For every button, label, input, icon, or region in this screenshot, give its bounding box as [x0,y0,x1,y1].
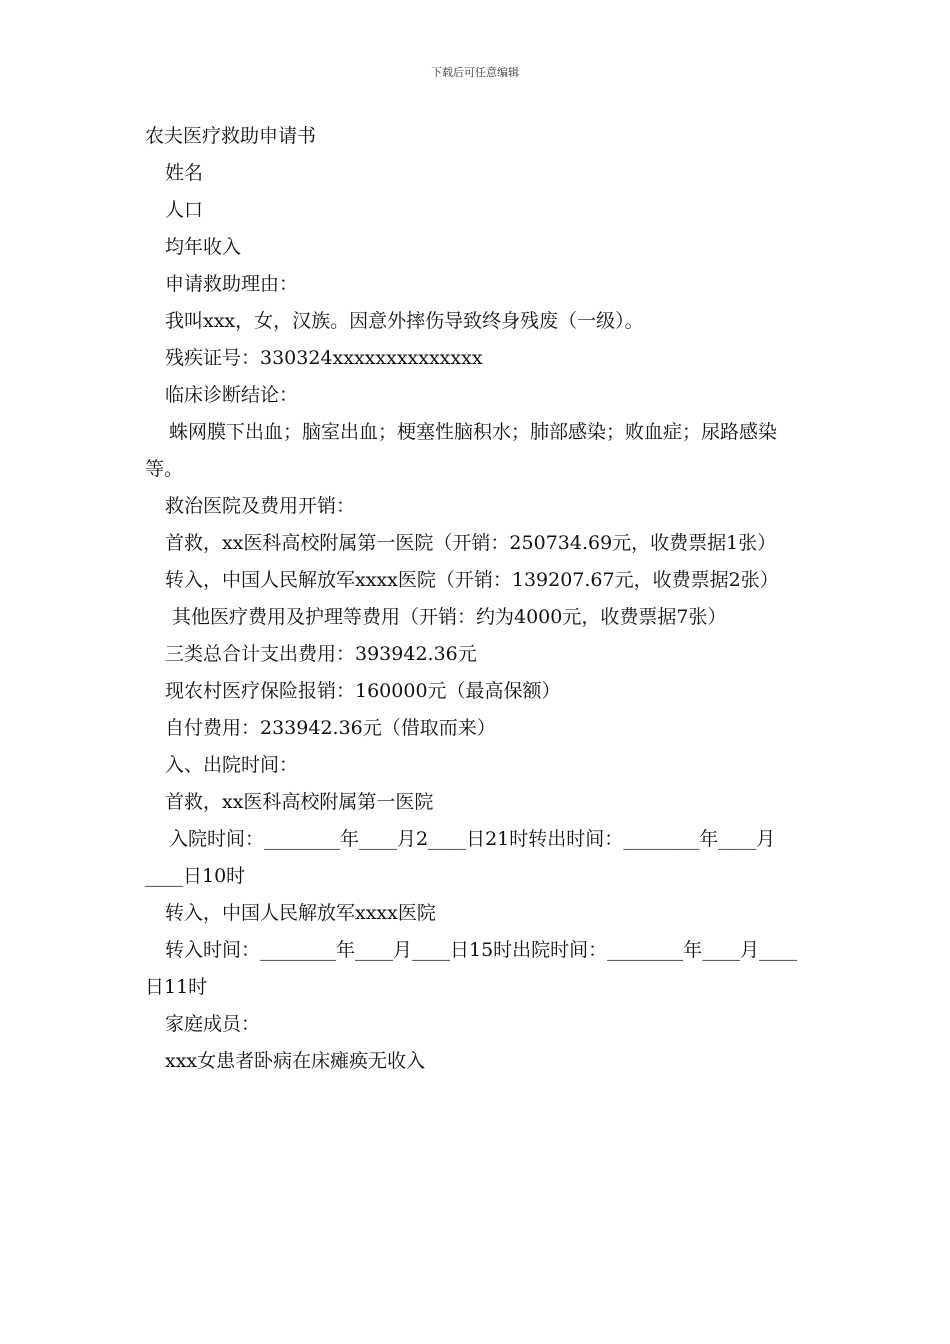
field-average-income: 均年收入 [165,236,242,258]
self-paid-cost: 自付费用：233942.36元（借取而来） [165,717,496,739]
diagnosis-text: 蛛网膜下出血；脑室出血；梗塞性脑积水；肺部感染；败血症；尿路感染等。 [145,421,778,480]
family-member-text: xxx女患者卧病在床瘫痪无收入 [165,1050,426,1072]
section-family-heading: 家庭成员： [165,1013,261,1035]
first-hospital-name: 首救，xx医科高校附属第一医院 [165,791,434,813]
document-title: 农夫医疗救助申请书 [145,125,317,147]
field-name: 姓名 [165,162,204,184]
cost-total: 三类总合计支出费用：393942.36元 [165,643,477,665]
field-population: 人口 [165,199,204,221]
cost-first-hospital: 首救，xx医科高校附属第一医院（开销：250734.69元，收费票据1张） [165,532,777,554]
section-reason-heading: 申请救助理由： [165,273,299,295]
reason-text: 我叫xxx，女，汉族。因意外摔伤导致终身残废（一级）。 [165,310,644,332]
disability-id: 残疾证号：330324xxxxxxxxxxxxxx [165,347,483,369]
first-hospital-dates: 入院时间：________年____月2____日21时转出时间：________年____月____日10时 [145,828,776,887]
section-admission-heading: 入、出院时间： [165,754,299,776]
transfer-hospital-dates: 转入时间：________年____月____日15时出院时间：________年____月____日11时 [145,939,798,998]
section-hospital-cost-heading: 救治医院及费用开销： [165,495,356,517]
transfer-hospital-name: 转入，中国人民解放军xxxx医院 [165,902,436,924]
page-header: 下载后可任意编辑 [431,66,519,79]
cost-transfer-hospital: 转入，中国人民解放军xxxx医院（开销：139207.67元，收费票据2张） [165,569,779,591]
section-diagnosis-heading: 临床诊断结论： [165,384,299,406]
document-body [145,118,810,1080]
insurance-reimbursement: 现农村医疗保险报销：160000元（最高保额） [165,680,561,702]
cost-other: 其他医疗费用及护理等费用（开销：约为4000元，收费票据7张） [172,606,727,628]
